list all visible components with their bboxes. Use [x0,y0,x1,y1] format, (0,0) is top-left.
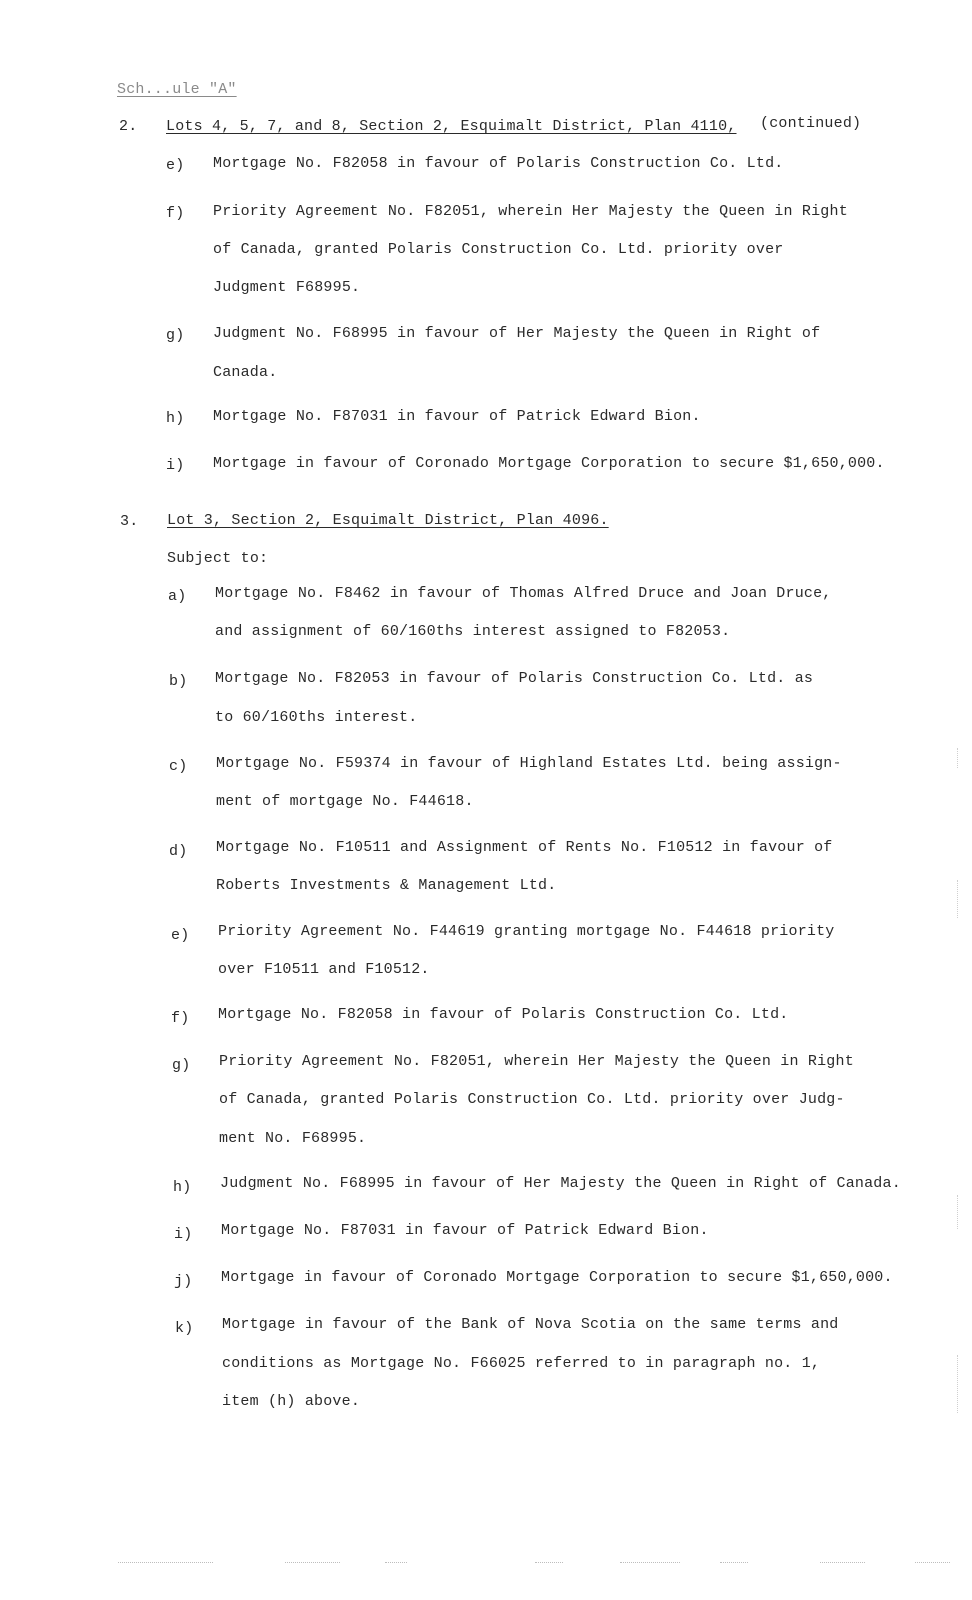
item-line: of Canada, granted Polaris Construction Co. Ltd. priority over [213,241,784,258]
item-line: Priority Agreement No. F82051, wherein Her Majesty the Queen in Right [213,203,848,220]
item-line: over F10511 and F10512. [218,961,430,978]
section-2-continued: (continued) [760,115,862,132]
item-line: Mortgage No. F87031 in favour of Patrick Edward Bion. [213,408,701,425]
scan-artifact [285,1562,340,1563]
item-line: Roberts Investments & Management Ltd. [216,877,557,894]
item-line: Mortgage in favour of Coronado Mortgage Corporation to secure $1,650,000. [221,1269,893,1286]
scan-artifact [957,880,958,918]
item-line: Judgment No. F68995 in favour of Her Majesty the Queen in Right of [213,325,821,342]
item-line: Mortgage No. F82058 in favour of Polaris Construction Co. Ltd. [218,1006,789,1023]
item-letter: h) [166,410,185,427]
item-line: Judgment No. F68995 in favour of Her Majesty the Queen in Right of Canada. [220,1175,901,1192]
item-line: Mortgage No. F8462 in favour of Thomas Alfred Druce and Joan Druce, [215,585,832,602]
item-line: Mortgage No. F82053 in favour of Polaris Construction Co. Ltd. as [215,670,814,687]
subject-to-label: Subject to: [167,550,269,567]
scan-artifact [957,748,958,768]
item-letter: c) [169,758,188,775]
item-letter: h) [173,1179,192,1196]
item-letter: a) [168,588,187,605]
scan-artifact [118,1562,213,1563]
item-line: Priority Agreement No. F82051, wherein Her Majesty the Queen in Right [219,1053,854,1070]
scan-artifact [620,1562,680,1563]
item-letter: f) [171,1010,190,1027]
scan-artifact [957,1195,958,1229]
item-letter: f) [166,205,185,222]
item-line: Canada. [213,364,278,381]
scan-artifact [720,1562,748,1563]
item-line: to 60/160ths interest. [215,709,418,726]
section-2-title: Lots 4, 5, 7, and 8, Section 2, Esquimalt District, Plan 4110, [166,118,737,135]
item-line: item (h) above. [222,1393,361,1410]
item-line: of Canada, granted Polaris Construction Co. Ltd. priority over Judg- [219,1091,845,1108]
item-letter: k) [175,1320,194,1337]
item-letter: g) [166,327,185,344]
scan-artifact [915,1562,950,1563]
item-line: and assignment of 60/160ths interest assigned to F82053. [215,623,731,640]
item-line: Mortgage No. F10511 and Assignment of Rents No. F10512 in favour of [216,839,833,856]
item-letter: e) [171,927,190,944]
item-line: Priority Agreement No. F44619 granting mortgage No. F44618 priority [218,923,835,940]
section-3-number: 3. [120,513,139,530]
item-line: Judgment F68995. [213,279,361,296]
scan-artifact [535,1562,563,1563]
scan-artifact [957,1355,958,1413]
section-2-number: 2. [119,118,138,135]
item-letter: b) [169,673,188,690]
item-line: conditions as Mortgage No. F66025 referred to in paragraph no. 1, [222,1355,821,1372]
item-letter: i) [166,457,185,474]
scan-artifact [820,1562,865,1563]
item-letter: d) [169,843,188,860]
item-letter: i) [174,1226,193,1243]
item-line: Mortgage No. F87031 in favour of Patrick Edward Bion. [221,1222,709,1239]
item-letter: e) [166,157,185,174]
item-line: ment of mortgage No. F44618. [216,793,474,810]
item-line: Mortgage No. F82058 in favour of Polaris Construction Co. Ltd. [213,155,784,172]
item-line: Mortgage in favour of Coronado Mortgage Corporation to secure $1,650,000. [213,455,885,472]
item-letter: g) [172,1057,191,1074]
schedule-header: Sch...ule "A" [117,81,237,98]
section-3-title: Lot 3, Section 2, Esquimalt District, Plan 4096. [167,512,609,529]
scan-artifact [385,1562,407,1563]
item-line: Mortgage No. F59374 in favour of Highland Estates Ltd. being assign- [216,755,842,772]
item-line: ment No. F68995. [219,1130,367,1147]
item-line: Mortgage in favour of the Bank of Nova Scotia on the same terms and [222,1316,839,1333]
item-letter: j) [174,1273,193,1290]
